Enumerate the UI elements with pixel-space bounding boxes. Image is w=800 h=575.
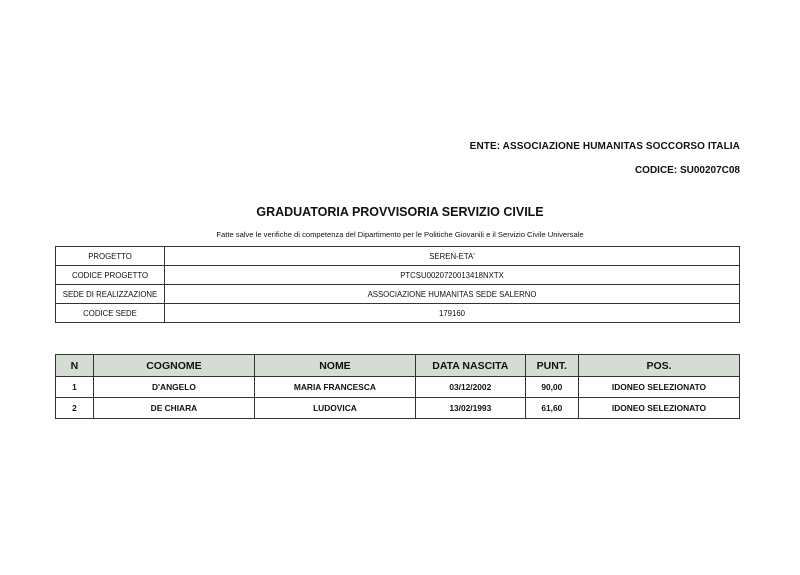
cell-data-nascita: 03/12/2002 bbox=[415, 377, 525, 398]
cell-punt: 61,60 bbox=[525, 398, 578, 419]
ranking-header-row bbox=[56, 355, 740, 377]
info-label: CODICE SEDE bbox=[56, 304, 165, 323]
col-header-data-nascita: DATA NASCITA bbox=[415, 355, 525, 377]
codice-line: CODICE: SU00207C08 bbox=[634, 165, 740, 176]
table-row bbox=[56, 398, 740, 419]
cell-pos: IDONEO SELEZIONATO bbox=[578, 398, 739, 419]
info-value: SEREN-ETA' bbox=[165, 247, 740, 266]
cell-cognome: DE CHIARA bbox=[93, 398, 254, 419]
document-subtitle: Fatte salve le verifiche di competenza del Dipartimento per le Politiche Giovanili e il Servizio Civile Universale bbox=[216, 230, 584, 239]
cell-punt: 90,00 bbox=[525, 377, 578, 398]
cell-nome: MARIA FRANCESCA bbox=[254, 377, 415, 398]
info-label: SEDE DI REALIZZAZIONE bbox=[56, 285, 165, 304]
ente-line: ENTE: ASSOCIAZIONE HUMANITAS SOCCORSO ITALIA bbox=[469, 141, 740, 152]
info-label: CODICE PROGETTO bbox=[56, 266, 165, 285]
col-header-nome: NOME bbox=[254, 355, 415, 377]
info-label: PROGETTO bbox=[56, 247, 165, 266]
info-value: 179160 bbox=[165, 304, 740, 323]
cell-data-nascita: 13/02/1993 bbox=[415, 398, 525, 419]
cell-n: 2 bbox=[56, 398, 94, 419]
cell-pos: IDONEO SELEZIONATO bbox=[578, 377, 739, 398]
info-row-sede bbox=[56, 285, 740, 304]
col-header-n: N bbox=[56, 355, 94, 377]
info-row-codice-sede bbox=[56, 304, 740, 323]
project-info-table bbox=[55, 246, 740, 323]
cell-nome: LUDOVICA bbox=[254, 398, 415, 419]
info-row-codice-progetto bbox=[56, 266, 740, 285]
document-title: GRADUATORIA PROVVISORIA SERVIZIO CIVILE bbox=[256, 205, 544, 219]
info-row-progetto bbox=[56, 247, 740, 266]
info-value: PTCSU0020720013418NXTX bbox=[165, 266, 740, 285]
cell-cognome: D'ANGELO bbox=[93, 377, 254, 398]
col-header-pos: POS. bbox=[578, 355, 739, 377]
table-row bbox=[56, 377, 740, 398]
info-value: ASSOCIAZIONE HUMANITAS SEDE SALERNO bbox=[165, 285, 740, 304]
col-header-punt: PUNT. bbox=[525, 355, 578, 377]
col-header-cognome: COGNOME bbox=[93, 355, 254, 377]
ranking-table bbox=[55, 354, 740, 419]
cell-n: 1 bbox=[56, 377, 94, 398]
